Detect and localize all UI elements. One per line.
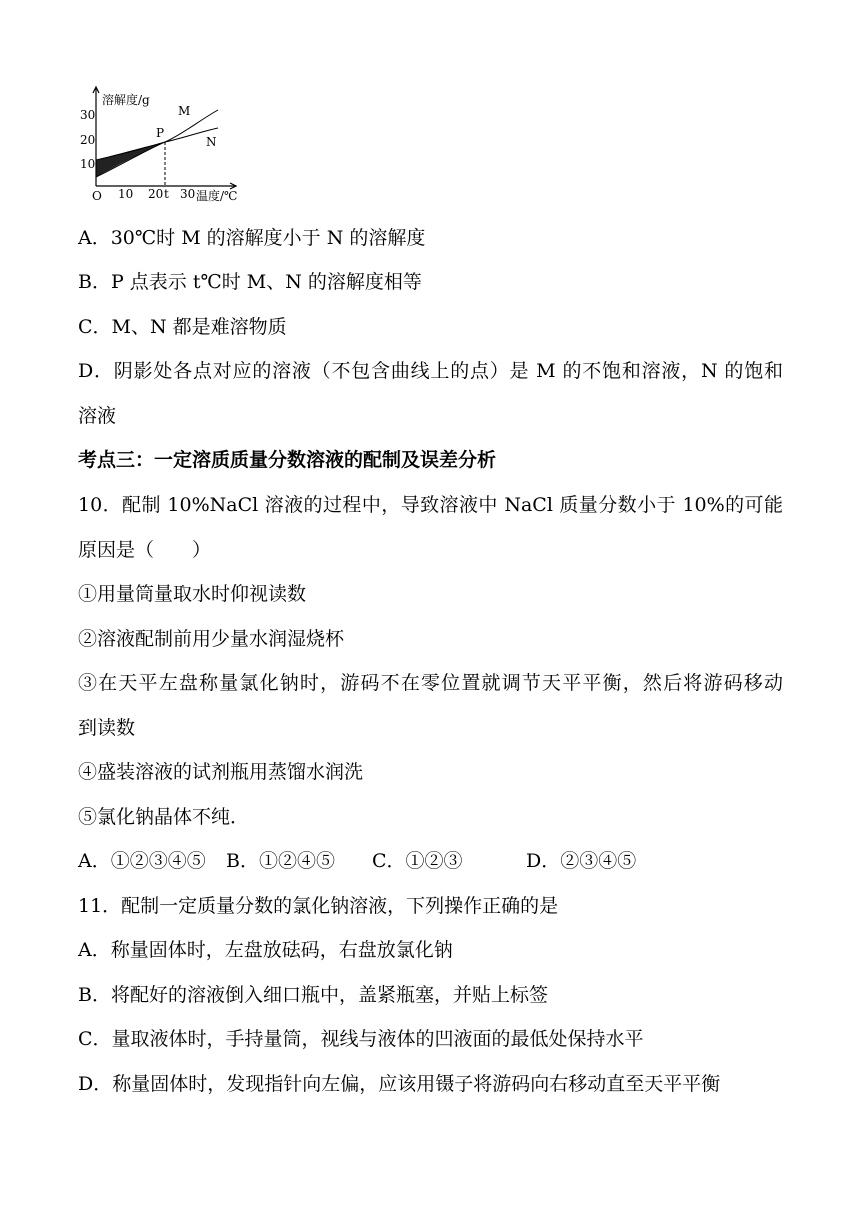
q10-item-5: ⑤氯化钠晶体不纯．: [78, 806, 250, 828]
q9-option-d-line2: 溶液: [78, 405, 117, 427]
origin-label: O: [92, 189, 102, 203]
y-tick-20: 20: [80, 133, 96, 147]
q11-stem: 11．配制一定质量分数的氯化钠溶液，下列操作正确的是: [78, 895, 559, 917]
x-axis-label: 温度/℃: [196, 189, 238, 203]
q9-option-c: C．M、N 都是难溶物质: [78, 316, 287, 338]
q10-item-3-line1: ③在天平左盘称量氯化钠时，游码不在零位置就调节天平平衡，然后将游码移动: [78, 672, 783, 694]
q10-choice-d: D．②③④⑤: [526, 850, 637, 872]
q9-option-d-line1: D．阴影处各点对应的溶液（不包含曲线上的点）是 M 的不饱和溶液，N 的饱和: [78, 360, 783, 382]
x-tick-10: 10: [118, 187, 134, 201]
y-tick-10: 10: [80, 157, 96, 171]
x-tick-t: t: [164, 187, 169, 201]
q10-item-3-line2: 到读数: [78, 717, 136, 739]
y-tick-30: 30: [80, 108, 96, 122]
q11-option-c: C．量取液体时，手持量筒，视线与液体的凹液面的最低处保持水平: [78, 1028, 644, 1050]
q10-item-1: ①用量筒量取水时仰视读数: [78, 583, 307, 605]
q10-choice-c: C．①②③: [372, 850, 463, 872]
curve-n-label: N: [206, 135, 217, 149]
q11-option-a: A．称量固体时，左盘放砝码，右盘放氯化钠: [78, 939, 453, 961]
q9-option-a: A．30℃时 M 的溶解度小于 N 的溶解度: [78, 227, 426, 249]
q9-option-b: B．P 点表示 t℃时 M、N 的溶解度相等: [78, 271, 422, 293]
x-tick-30: 30: [180, 187, 196, 201]
q10-stem-line2: 原因是（ ）: [78, 539, 212, 561]
solubility-graph: [78, 84, 243, 204]
q10-choice-a: A．①②③④⑤: [78, 850, 206, 872]
q11-option-b: B．将配好的溶液倒入细口瓶中，盖紧瓶塞，并贴上标签: [78, 984, 548, 1006]
x-tick-20: 20: [148, 187, 164, 201]
curve-m-label: M: [178, 104, 191, 118]
point-p-label: P: [156, 126, 165, 140]
section-title: 考点三：一定溶质质量分数溶液的配制及误差分析: [78, 449, 497, 471]
q10-item-2: ②溶液配制前用少量水润湿烧杯: [78, 628, 345, 650]
y-axis-label: 溶解度/g: [102, 93, 150, 107]
q11-option-d: D．称量固体时，发现指针向左偏，应该用镊子将游码向右移动直至天平平衡: [78, 1073, 721, 1095]
q10-choice-b: B．①②④⑤: [226, 850, 335, 872]
q10-item-4: ④盛装溶液的试剂瓶用蒸馏水润洗: [78, 761, 364, 783]
q10-stem-line1: 10．配制 10%NaCl 溶液的过程中，导致溶液中 NaCl 质量分数小于 10%的可能: [78, 494, 783, 516]
